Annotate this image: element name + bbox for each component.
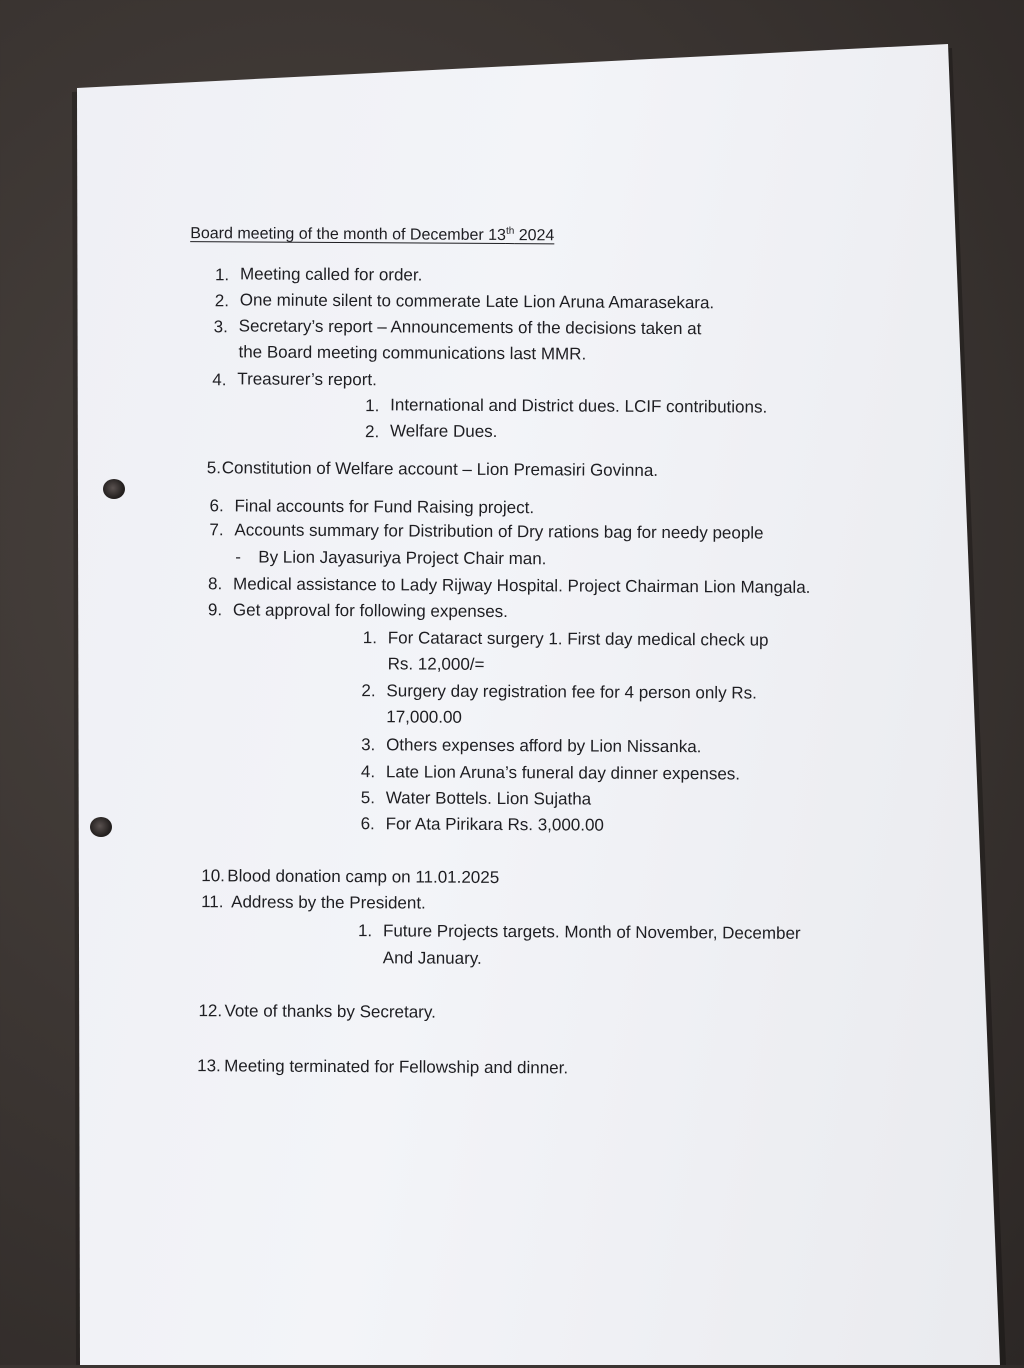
item-text: Secretary’s report – Announcements of the decisions taken at xyxy=(238,316,702,339)
item-text: Constitution of Welfare account – Lion Premasiri Govinna. xyxy=(221,458,659,480)
item-number: 8. xyxy=(208,574,223,594)
subitem-number: 6. xyxy=(360,814,375,834)
subitem-text: For Ata Pirikara Rs. 3,000.00 xyxy=(385,814,604,835)
item-number: 4. xyxy=(212,370,227,390)
item-number: 1. xyxy=(214,265,230,285)
page-title: Board meeting of the month of December 13th 2024 xyxy=(190,225,555,245)
item-number: 7. xyxy=(209,520,224,540)
item-text: Meeting called for order. xyxy=(239,264,423,285)
item-number: 13. xyxy=(197,1056,221,1076)
subitem-number: 3. xyxy=(361,735,376,755)
item-number: 2. xyxy=(214,291,230,311)
subitem-number: 5. xyxy=(360,788,376,808)
subitem-number: 2. xyxy=(364,422,380,442)
item-number: 3. xyxy=(213,317,228,337)
item-number: 5. xyxy=(206,458,222,478)
subitem-text: Others expenses afford by Lion Nissanka. xyxy=(386,735,702,757)
subitem-number: 1. xyxy=(357,921,373,941)
item-number: 12. xyxy=(198,1001,223,1021)
item-continuation: the Board meeting communications last MMR. xyxy=(238,342,587,364)
item-text: Final accounts for Fund Raising project. xyxy=(234,496,535,518)
item-number: 6. xyxy=(209,496,224,516)
item-text: Accounts summary for Distribution of Dry rations bag for needy people xyxy=(234,520,764,543)
item-number: 11. xyxy=(201,892,224,912)
item-text: Vote of thanks by Secretary. xyxy=(224,1001,436,1022)
item-dash: - xyxy=(235,547,241,567)
subitem-continuation: And January. xyxy=(382,948,482,968)
subitem-text: Surgery day registration fee for 4 person only Rs. xyxy=(386,681,757,703)
item-text: Medical assistance to Lady Rijway Hospital. Project Chairman Lion Mangala. xyxy=(233,574,811,597)
item-number: 10. xyxy=(201,866,226,886)
subitem-text: For Cataract surgery 1. First day medical check up xyxy=(387,628,769,650)
item-text: Address by the President. xyxy=(231,892,426,913)
item-text: Treasurer’s report. xyxy=(237,369,377,390)
subitem-text: Water Bottels. Lion Sujatha xyxy=(385,788,592,809)
item-text: Blood donation camp on 11.01.2025 xyxy=(227,866,500,888)
subitem-number: 2. xyxy=(361,681,376,701)
item-text: Get approval for following expenses. xyxy=(232,600,508,622)
item-text: One minute silent to commerate Late Lion Aruna Amarasekara. xyxy=(239,290,715,313)
item-continuation: By Lion Jayasuriya Project Chair man. xyxy=(258,547,547,569)
subitem-text: Welfare Dues. xyxy=(389,421,498,441)
item-number: 9. xyxy=(207,600,223,620)
subitem-continuation: 17,000.00 xyxy=(386,707,462,727)
subitem-text: Late Lion Aruna’s funeral day dinner expenses. xyxy=(385,762,741,784)
subitem-continuation: Rs. 12,000/= xyxy=(387,654,485,674)
item-text: Meeting terminated for Fellowship and dinner. xyxy=(224,1056,569,1078)
subitem-number: 1. xyxy=(365,396,380,416)
subitem-text: Future Projects targets. Month of November, December xyxy=(382,921,801,943)
subitem-text: International and District dues. LCIF contributions. xyxy=(390,395,768,417)
subitem-number: 1. xyxy=(362,628,378,648)
subitem-number: 4. xyxy=(360,762,376,782)
